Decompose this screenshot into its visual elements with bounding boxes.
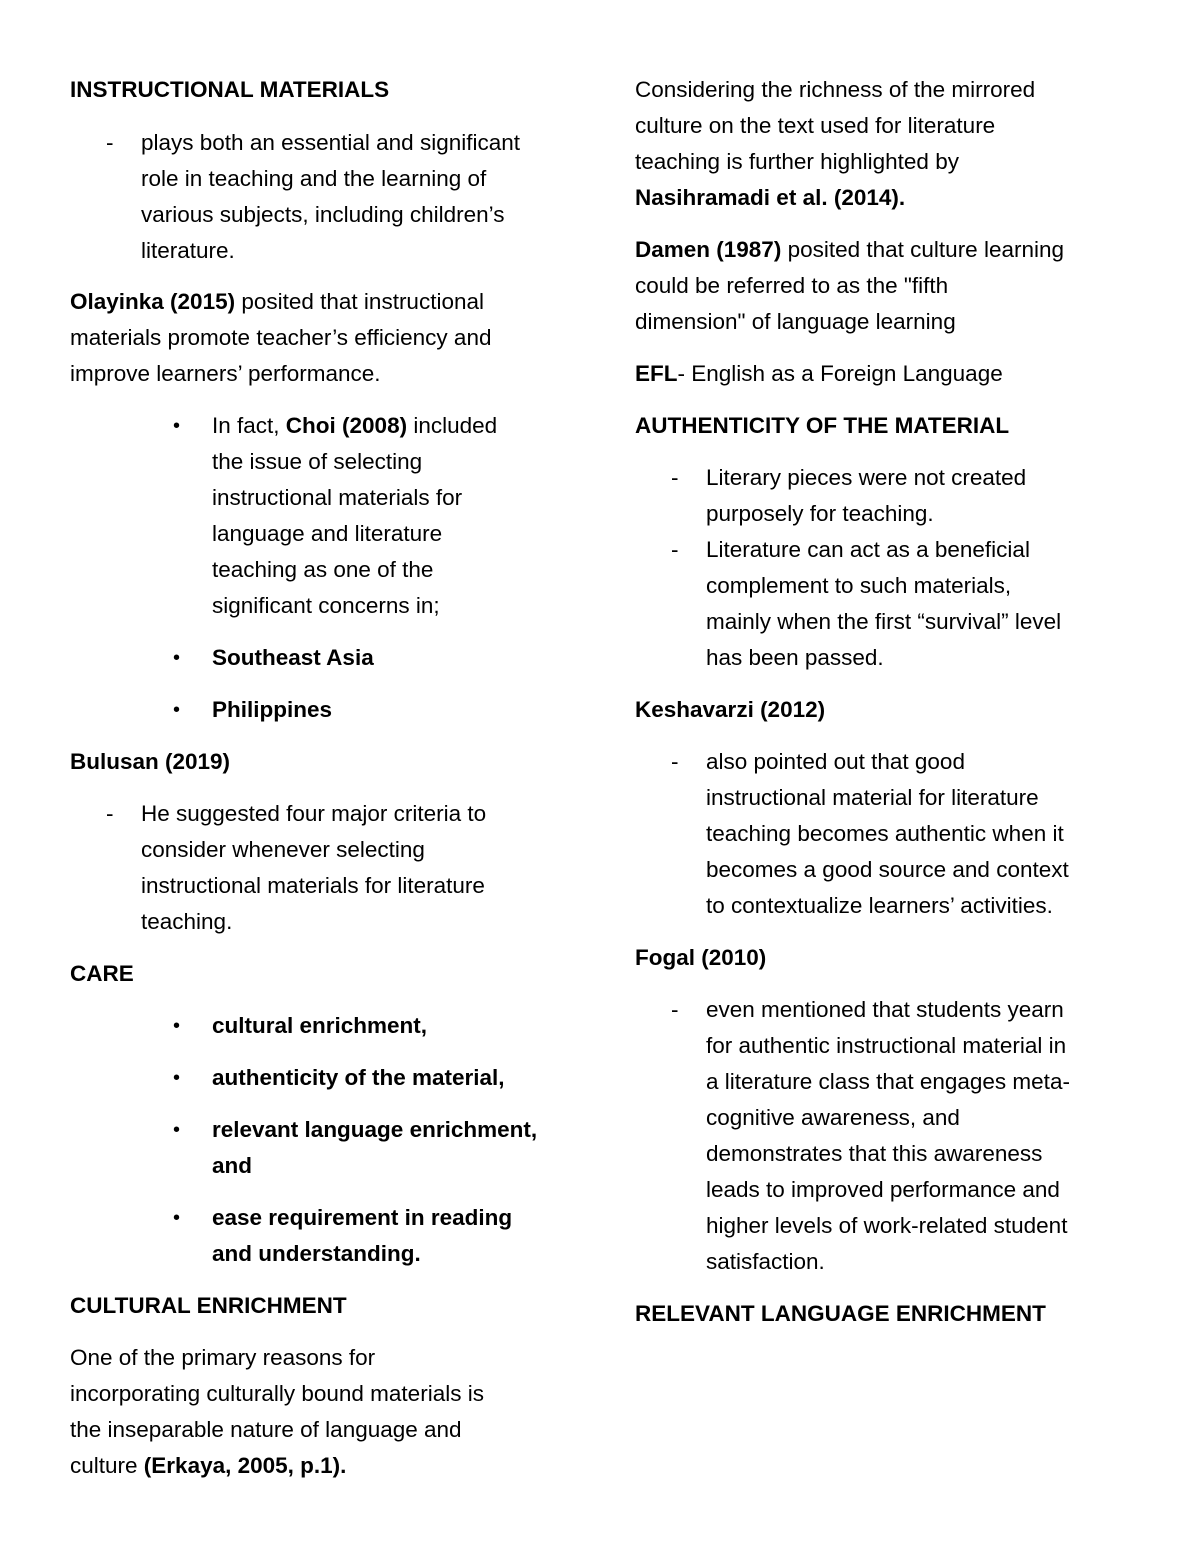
bulusan-line: He suggested four major criteria to (141, 801, 487, 826)
fogal-line: for authentic instructional material in (706, 1033, 1067, 1058)
olayinka-citation: Olayinka (2015) (70, 289, 236, 314)
nasihramadi-citation: Nasihramadi et al. (2014). (635, 185, 906, 210)
bullet-marker: • (173, 415, 181, 437)
cultural-paragraph-line: the inseparable nature of language and (70, 1417, 462, 1442)
considering-paragraph-line: teaching is further highlighted by (635, 149, 959, 174)
authenticity-line: mainly when the first “survival” level (706, 609, 1062, 634)
cultural-paragraph-line: incorporating culturally bound materials is (70, 1381, 484, 1406)
damen-paragraph-line (635, 232, 1064, 268)
choi-paragraph-line: teaching as one of the (212, 557, 434, 582)
olayinka-text: posited that instructional (235, 289, 484, 314)
damen-text: posited that culture learning (781, 237, 1065, 262)
heading-instructional-materials: INSTRUCTIONAL MATERIALS (70, 77, 390, 102)
im-description-line: various subjects, including children’s (141, 202, 505, 227)
authenticity-line: complement to such materials, (706, 573, 1012, 598)
care-item: and (212, 1153, 253, 1178)
care-item: authenticity of the material, (212, 1065, 505, 1090)
keshavarzi-line: also pointed out that good (706, 749, 965, 774)
authenticity-line: Literary pieces were not created (706, 465, 1027, 490)
heading-care: CARE (70, 961, 134, 986)
choi-paragraph-line (212, 408, 497, 444)
im-description-line: role in teaching and the learning of (141, 166, 487, 191)
care-item: and understanding. (212, 1241, 421, 1266)
choi-text: included (407, 413, 498, 438)
dash-marker: - (671, 465, 679, 490)
heading-cultural-enrichment: CULTURAL ENRICHMENT (70, 1293, 347, 1318)
heading-relevant-language-enrichment: RELEVANT LANGUAGE ENRICHMENT (635, 1301, 1046, 1326)
authenticity-line: Literature can act as a beneficial (706, 537, 1030, 562)
fogal-line: leads to improved performance and (706, 1177, 1060, 1202)
region-philippines: Philippines (212, 697, 333, 722)
im-description-line: plays both an essential and significant (141, 130, 520, 155)
cultural-text: culture (70, 1453, 144, 1478)
fogal-line: demonstrates that this awareness (706, 1141, 1043, 1166)
choi-text: In fact, (212, 413, 286, 438)
fogal-line: satisfaction. (706, 1249, 825, 1274)
olayinka-paragraph-line: improve learners’ performance. (70, 361, 381, 386)
considering-paragraph-line: culture on the text used for literature (635, 113, 996, 138)
efl-abbreviation: EFL (635, 361, 678, 386)
choi-paragraph-line: instructional materials for (212, 485, 463, 510)
keshavarzi-line: to contextualize learners’ activities. (706, 893, 1053, 918)
dash-marker: - (106, 801, 114, 826)
fogal-line: a literature class that engages meta- (706, 1069, 1070, 1094)
olayinka-paragraph-line: materials promote teacher’s efficiency and (70, 325, 492, 350)
heading-fogal: Fogal (2010) (635, 945, 767, 970)
keshavarzi-line: teaching becomes authentic when it (706, 821, 1064, 846)
efl-text: - English as a Foreign Language (677, 361, 1003, 386)
bullet-marker: • (173, 1207, 181, 1229)
dash-marker: - (671, 997, 679, 1022)
efl-definition (635, 356, 1003, 392)
bullet-marker: • (173, 699, 181, 721)
care-item: ease requirement in reading (212, 1205, 513, 1230)
authenticity-line: has been passed. (706, 645, 884, 670)
damen-paragraph-line: dimension" of language learning (635, 309, 956, 334)
fogal-line: even mentioned that students yearn (706, 997, 1064, 1022)
considering-paragraph-line: Considering the richness of the mirrored (635, 77, 1036, 102)
dash-marker: - (106, 130, 114, 155)
heading-keshavarzi: Keshavarzi (2012) (635, 697, 826, 722)
bullet-marker: • (173, 1119, 181, 1141)
erkaya-citation: (Erkaya, 2005, p.1). (143, 1453, 347, 1478)
im-description-line: literature. (141, 238, 235, 263)
care-item: relevant language enrichment, (212, 1117, 538, 1142)
heading-authenticity: AUTHENTICITY OF THE MATERIAL (635, 413, 1010, 438)
authenticity-line: purposely for teaching. (706, 501, 934, 526)
fogal-line: higher levels of work-related student (706, 1213, 1068, 1238)
bullet-marker: • (173, 1015, 181, 1037)
dash-marker: - (671, 537, 679, 562)
dash-marker: - (671, 749, 679, 774)
fogal-line: cognitive awareness, and (706, 1105, 960, 1130)
cultural-paragraph-line: One of the primary reasons for (70, 1345, 376, 1370)
bullet-marker: • (173, 647, 181, 669)
cultural-paragraph-line (70, 1448, 346, 1484)
olayinka-paragraph-line (70, 284, 484, 320)
choi-paragraph-line: language and literature (212, 521, 443, 546)
choi-paragraph-line: the issue of selecting (212, 449, 423, 474)
damen-paragraph-line: could be referred to as the "fifth (635, 273, 949, 298)
damen-citation: Damen (1987) (635, 237, 782, 262)
choi-citation: Choi (2008) (285, 413, 408, 438)
bulusan-line: instructional materials for literature (141, 873, 485, 898)
heading-bulusan: Bulusan (2019) (70, 749, 231, 774)
care-item: cultural enrichment, (212, 1013, 428, 1038)
bulusan-line: teaching. (141, 909, 233, 934)
choi-paragraph-line: significant concerns in; (212, 593, 440, 618)
keshavarzi-line: becomes a good source and context (706, 857, 1069, 882)
keshavarzi-line: instructional material for literature (706, 785, 1039, 810)
bulusan-line: consider whenever selecting (141, 837, 425, 862)
region-southeast-asia: Southeast Asia (212, 645, 374, 670)
bullet-marker: • (173, 1067, 181, 1089)
